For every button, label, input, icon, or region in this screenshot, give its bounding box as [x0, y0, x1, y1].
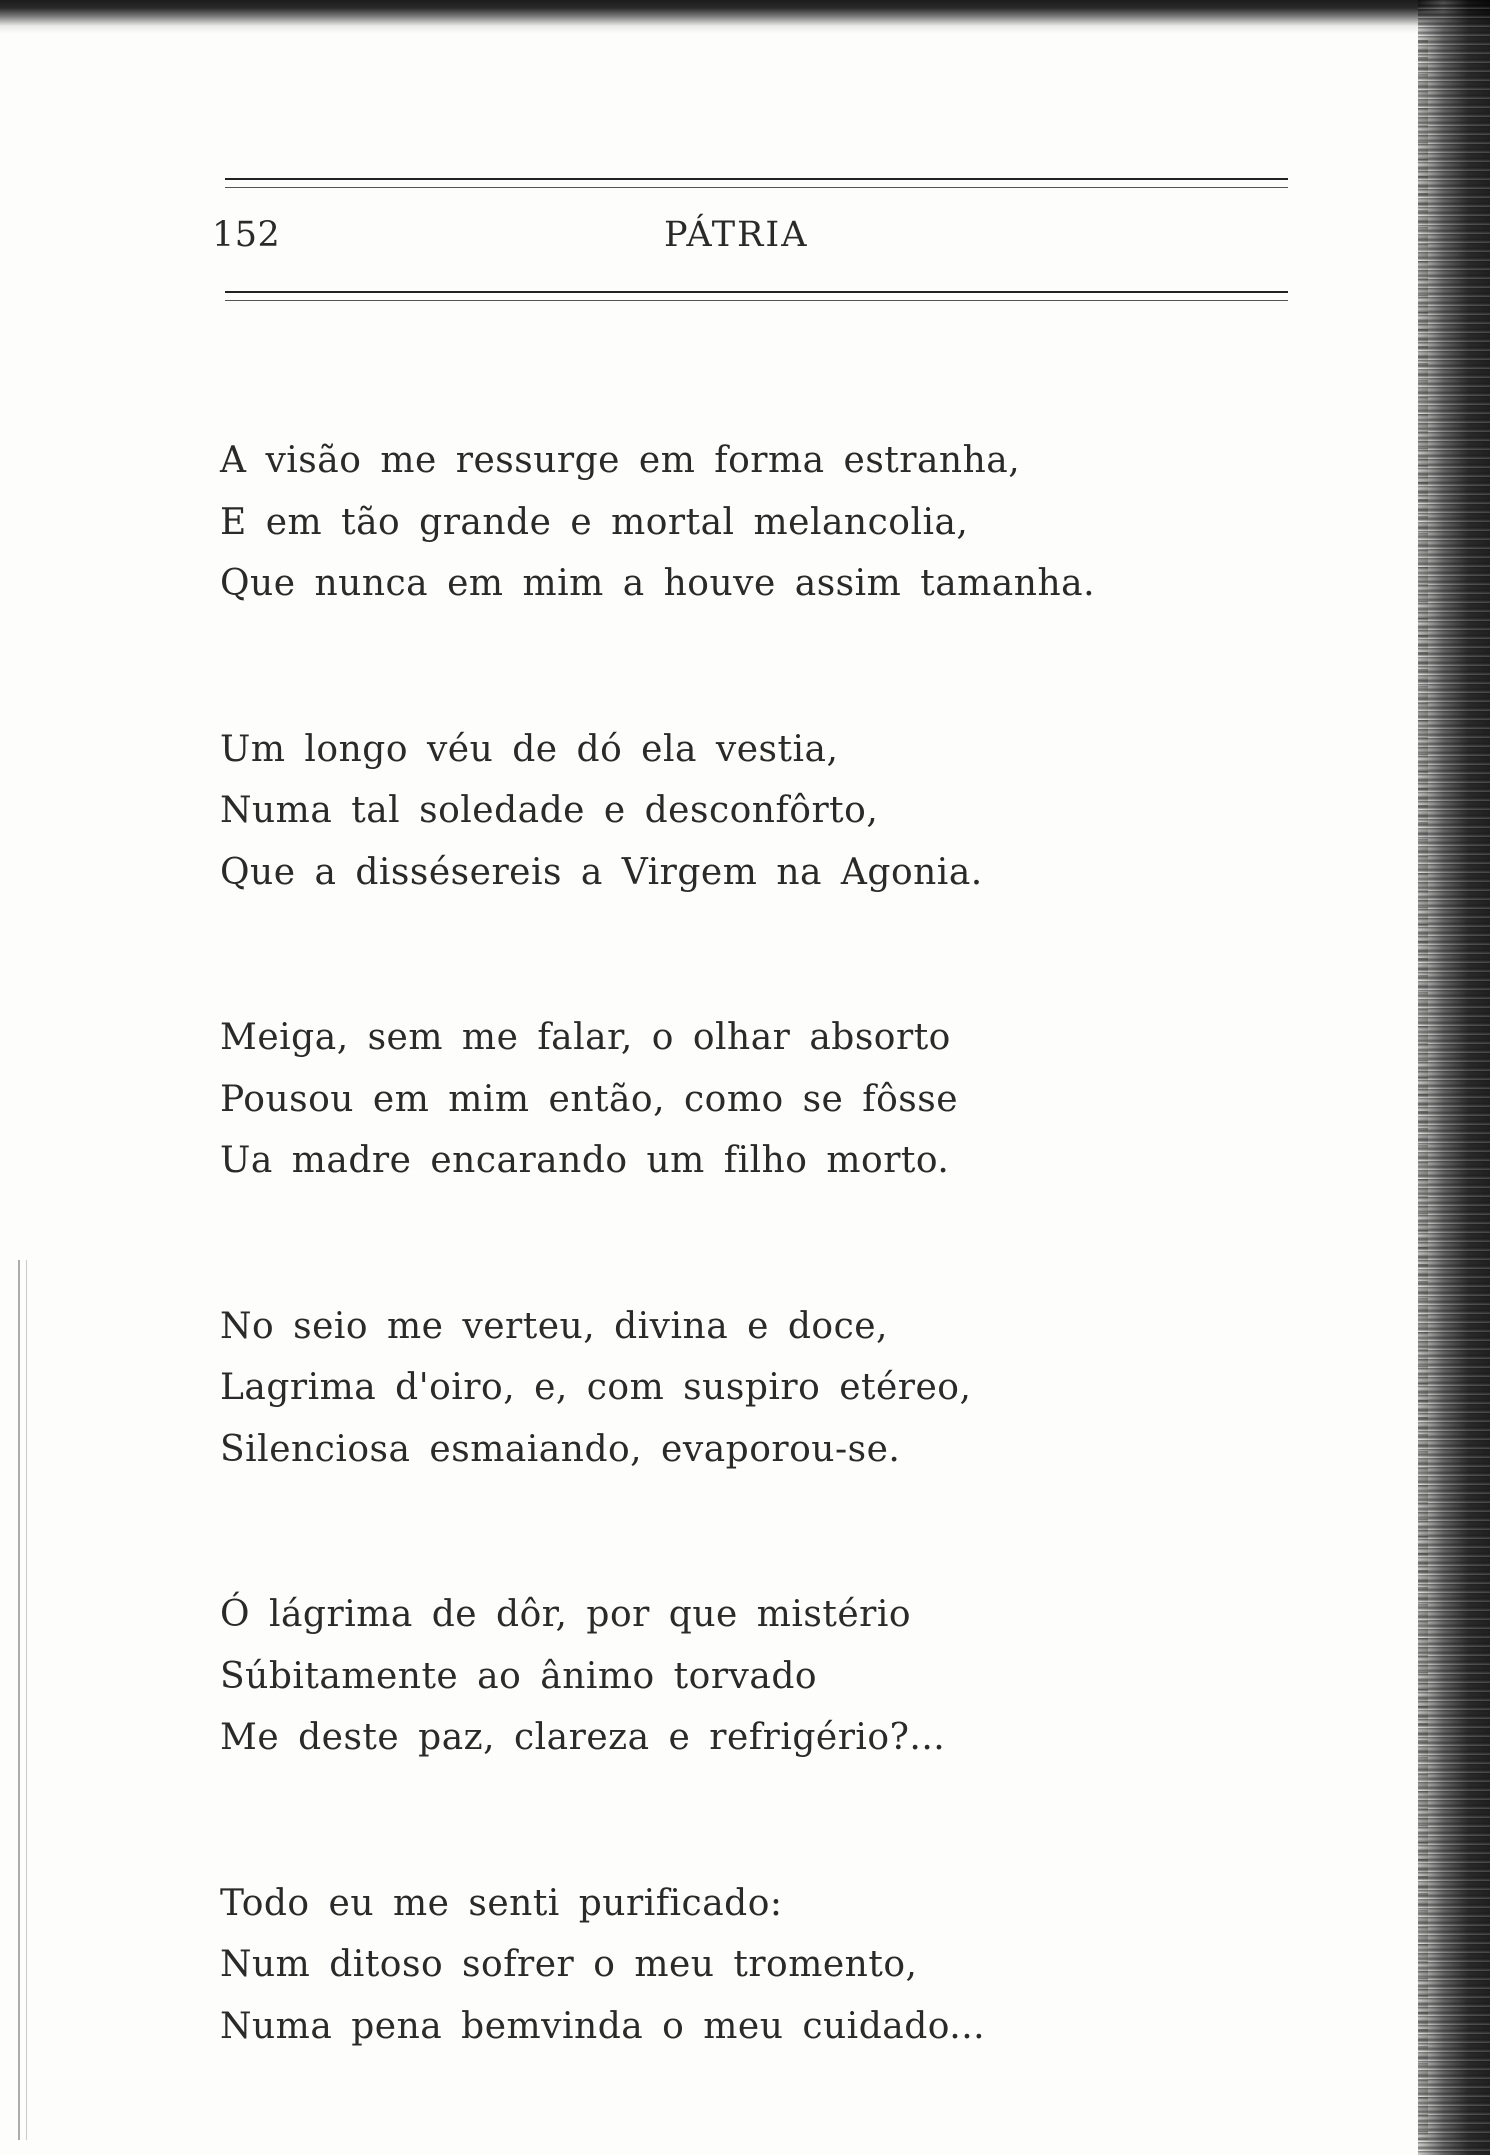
verse-line: Ua madre encarando um filho morto. — [220, 1140, 950, 1181]
verse-line: Numa tal soledade e desconfôrto, — [220, 790, 879, 831]
verse-line: E em tão grande e mortal melancolia, — [220, 501, 969, 543]
verse-line: Numa pena bemvinda o meu cuidado... — [220, 2005, 986, 2047]
verse-line: Num ditoso sofrer o meu tromento, — [220, 1944, 918, 1985]
verse-line: Pousou em mim então, como se fôsse — [220, 1078, 959, 1120]
verse-line: Todo eu me senti purificado: — [220, 1882, 783, 1924]
verse-line: Meiga, sem me falar, o olhar absorto — [220, 1017, 951, 1058]
stanza — [220, 1584, 1220, 1769]
verse-line: Ó lágrima de dôr, por que mistério — [220, 1594, 912, 1635]
verse-line: Que nunca em mim a houve assim tamanha. — [220, 563, 1096, 604]
verse-line: A visão me ressurge em forma estranha, — [220, 440, 1021, 481]
stanza — [220, 1007, 1220, 1192]
scan-left-edge — [18, 1260, 27, 2140]
verse-line: Que a dissésereis a Virgem na Agonia. — [220, 851, 983, 893]
stanza — [220, 719, 1220, 904]
stanza — [220, 430, 1220, 615]
stanza — [220, 1873, 1220, 2058]
poem-body — [220, 430, 1220, 2057]
verse-line: No seio me verteu, divina e doce, — [220, 1305, 888, 1347]
verse-line: Lagrima d'oiro, e, com suspiro etéreo, — [220, 1367, 972, 1408]
scan-top-edge — [0, 0, 1490, 34]
verse-line: Me deste paz, clareza e refrigério?... — [220, 1717, 946, 1758]
header-rule-bottom — [225, 291, 1288, 301]
scan-right-edge-shadow — [1418, 40, 1428, 2140]
page-number: 152 — [212, 215, 281, 255]
verse-line: Súbitamente ao ânimo torvado — [220, 1655, 818, 1697]
scan-right-edge — [1418, 0, 1490, 2155]
header-rule-top — [225, 178, 1288, 188]
verse-line: Silenciosa esmaiando, evaporou-se. — [220, 1428, 901, 1470]
running-head: PÁTRIA — [664, 215, 809, 255]
verse-line: Um longo véu de dó ela vestia, — [220, 728, 839, 770]
stanza — [220, 1296, 1220, 1481]
